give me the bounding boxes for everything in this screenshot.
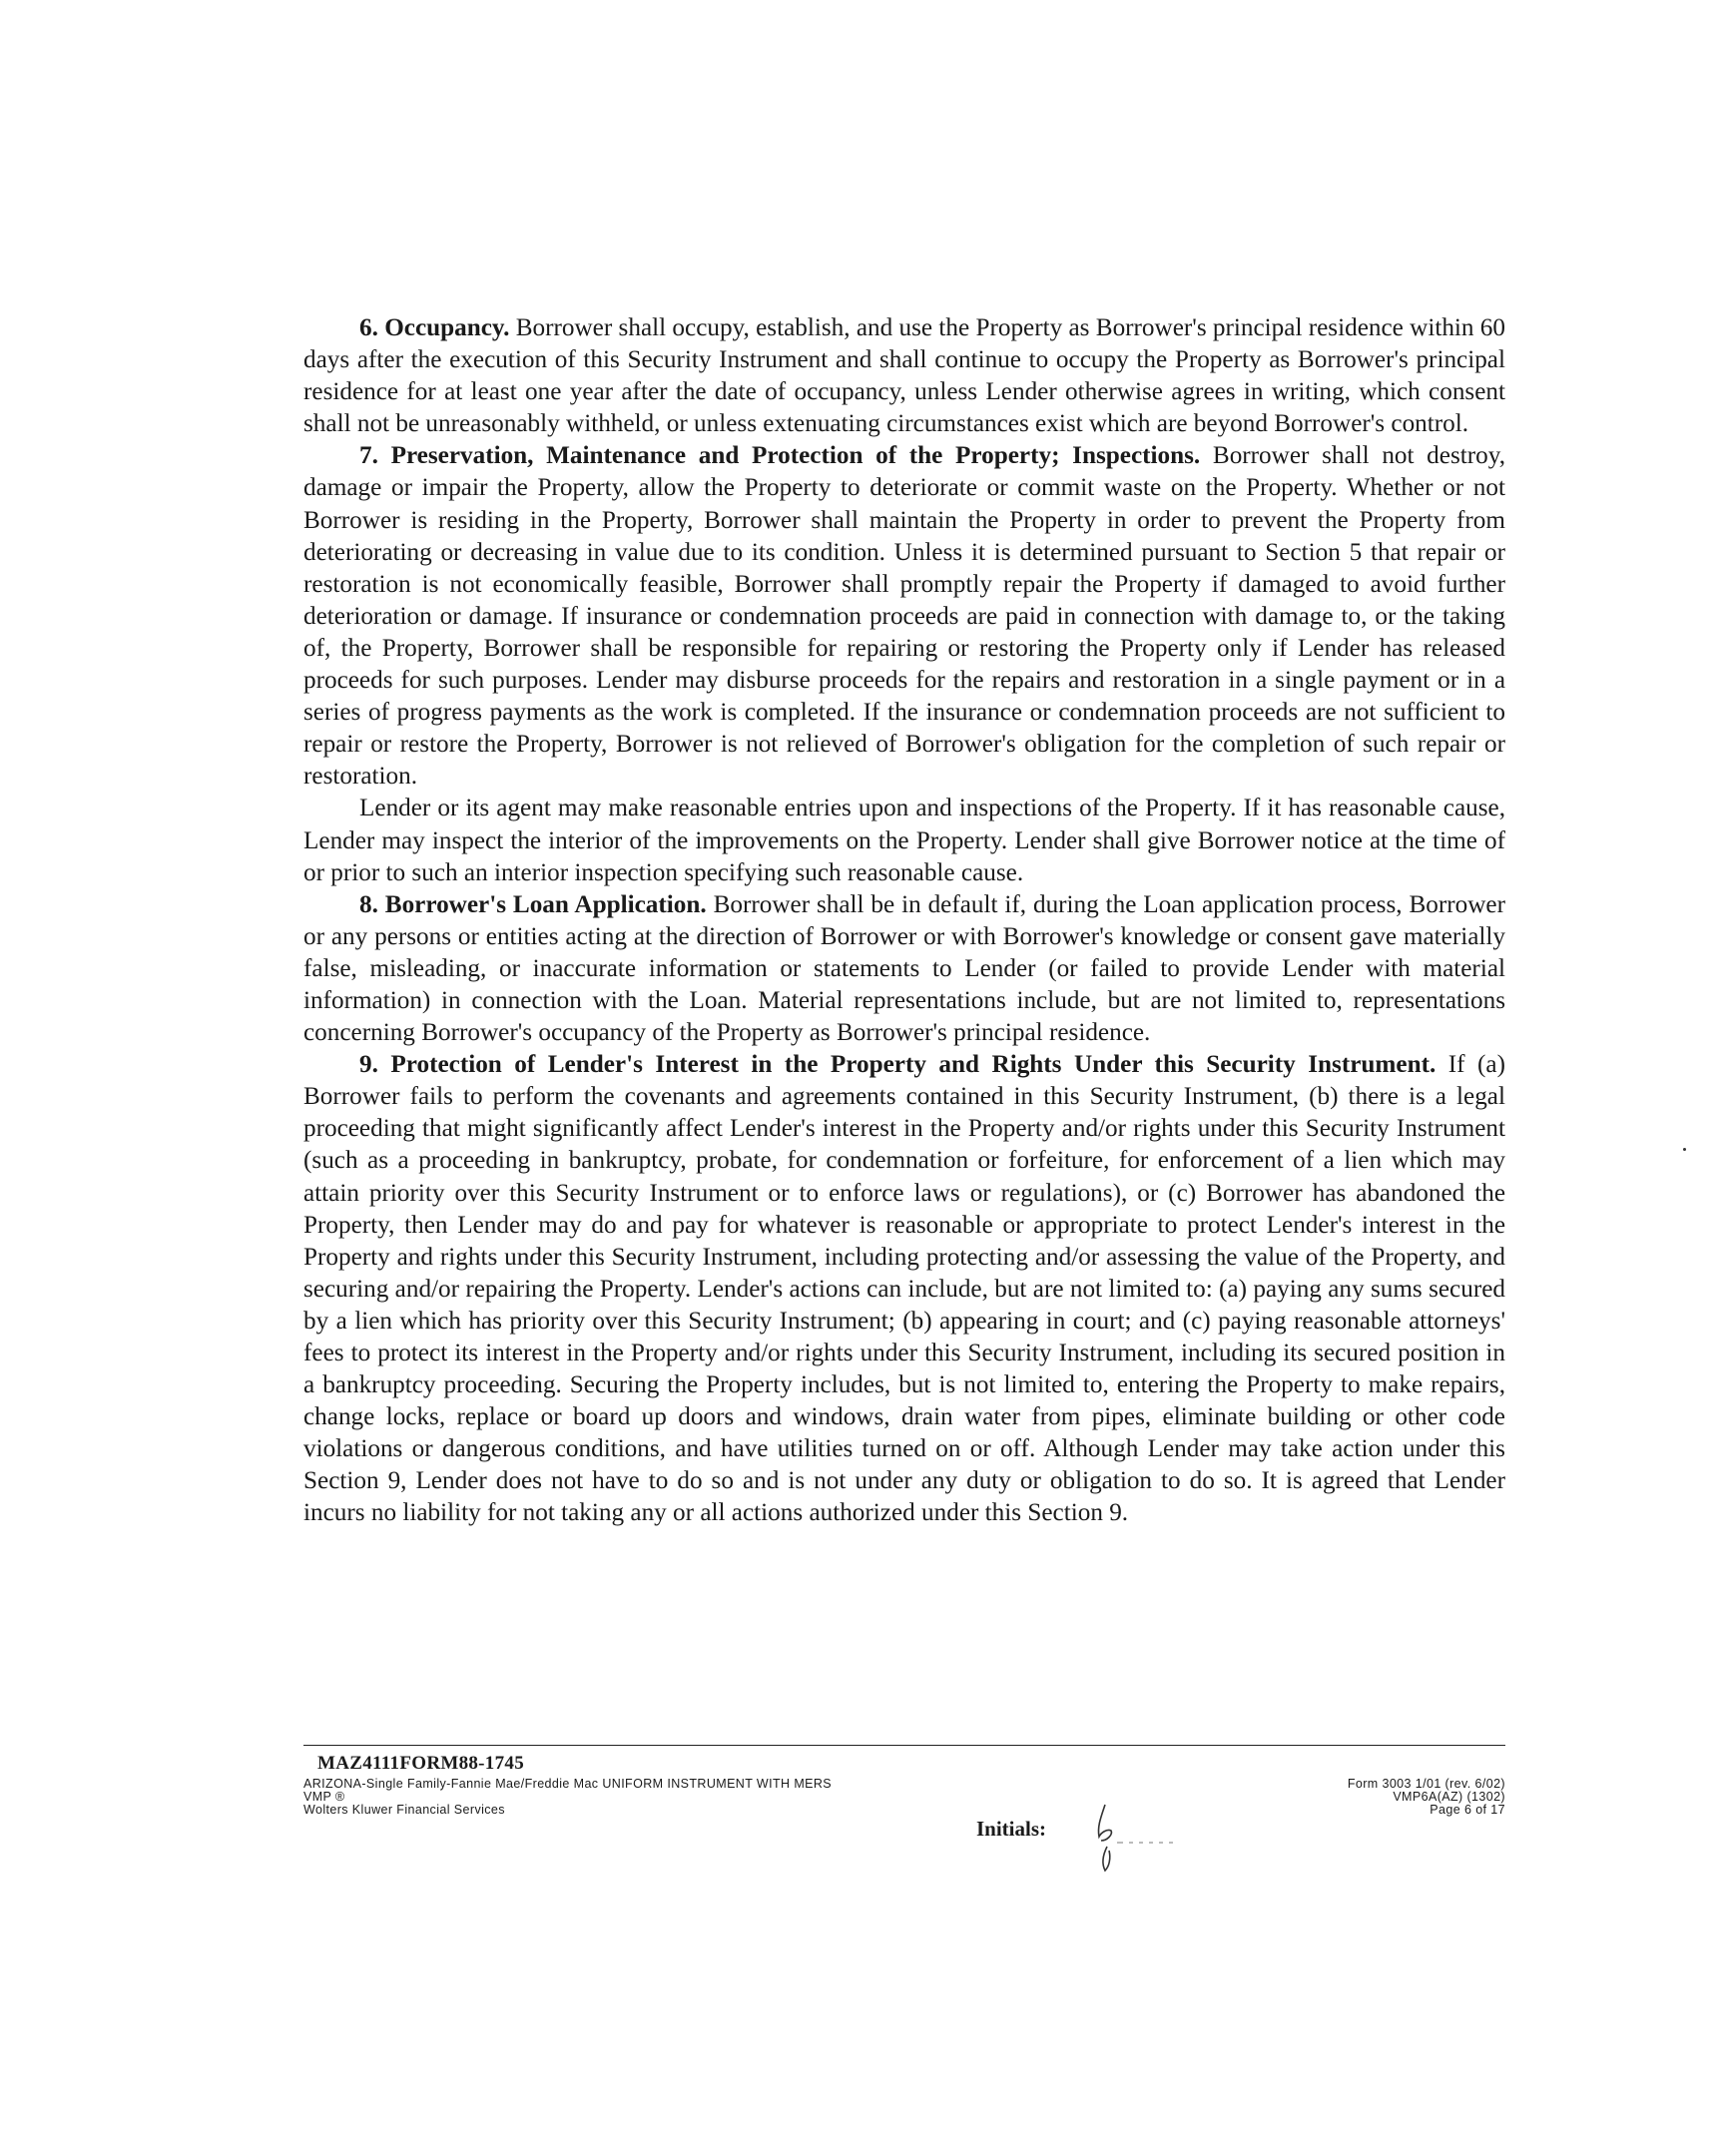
section-7-preservation — [303, 440, 1505, 793]
footer-left-line: ARIZONA-Single Family-Fannie Mae/Freddie Mac UNIFORM INSTRUMENT WITH MERS — [303, 1777, 833, 1791]
section-heading: 8. Borrower's Loan Application. — [359, 890, 707, 918]
section-heading: 9. Protection of Lender's Interest in the Property and Rights Under this Security Instrument. — [359, 1051, 1437, 1079]
footer-form-number — [1348, 1778, 1505, 1817]
section-heading: 7. Preservation, Maintenance and Protection of the Property; Inspections. — [359, 442, 1201, 470]
section-7-inspections-paragraph — [303, 793, 1505, 888]
section-8-loan-application — [303, 889, 1505, 1049]
section-heading: 6. Occupancy. — [359, 314, 510, 341]
footer-form-description — [303, 1778, 832, 1817]
footer-right-line: VMP6A(AZ) (1302) — [1393, 1790, 1505, 1804]
section-text: Borrower shall be in default if, during the Loan application process, Borrower or any persons or entities acting at the direction of Borrower or with Borrower's knowledge or consent gave materially false, misleading, or inaccurate information or statements to Lender (or failed to provide Lender with material information) in connection with the Loan. Material representations include, but are not limited to, representations concerning Borrower's occupancy of the Property as Borrower's principal residence. — [303, 890, 1505, 1047]
section-text: Borrower shall occupy, establish, and use the Property as Borrower's principal residence within 60 days after the execution of this Security Instrument and shall continue to occupy the Property as Borrower's principal residence for at least one year after the date of occupancy, unless Lender otherwise agrees in writing, which consent shall not be unreasonably withheld, or unless extenuating circumstances exist which are beyond Borrower's control. — [303, 314, 1505, 438]
section-text: Lender or its agent may make reasonable entries upon and inspections of the Property. If it has reasonable cause, Lender may inspect the interior of the improvements on the Property. Lender shall give Borrower notice at the time of or prior to such an interior inspection specifying such reasonable cause. — [303, 795, 1505, 886]
form-code: MAZ4111FORM88-1745 — [317, 1753, 524, 1774]
scan-speck — [1683, 1148, 1686, 1151]
section-6-occupancy — [303, 312, 1505, 440]
initials-label: Initials: — [976, 1817, 1047, 1841]
document-body — [303, 312, 1505, 1530]
footer-left-line: Wolters Kluwer Financial Services — [303, 1803, 505, 1817]
section-9-protection — [303, 1049, 1505, 1529]
footer-left-line: VMP ® — [303, 1790, 345, 1804]
footer-divider — [303, 1745, 1505, 1746]
section-text: If (a) Borrower fails to perform the covenants and agreements contained in this Security Instrument, (b) there is a legal proceeding that might significantly affect Lender's interest in the Property and/or rights under this Security Instrument (such as a proceeding in bankruptcy, probate, for condemnation or forfeiture, for enforcement of a lien which may attain priority over this Security Instrument or to enforce laws or regulations), or (c) Borrower has abandoned the Property, then Lender may do and pay for whatever is reasonable or appropriate to protect Lender's interest in the Property and rights under this Security Instrument, including protecting and/or assessing the value of the Property, and securing and/or repairing the Property. Lender's actions can include, but are not limited to: (a) paying any sums secured by a lien which has priority over this Security Instrument; (b) appearing in court; and (c) paying reasonable attorneys' fees to protect its interest in the Property and/or rights under this Security Instrument, including its secured position in a bankruptcy proceeding. Securing the Property includes, but is not limited to, entering the Property to make repairs, change locks, replace or board up doors and windows, drain water from pipes, eliminate building or other code violations or dangerous conditions, and have utilities turned on or off. Although Lender may take action under this Section 9, Lender does not have to do so and is not under any duty or obligation to do so. It is agreed that Lender incurs no liability for not taking any or all actions authorized under this Section 9. — [303, 1051, 1505, 1527]
initials-signature — [1083, 1797, 1203, 1877]
footer-right-line: Form 3003 1/01 (rev. 6/02) — [1347, 1777, 1505, 1791]
section-text: Borrower shall not destroy, damage or impair the Property, allow the Property to deteriorate or commit waste on the Property. Whether or not Borrower is residing in the Property, Borrower shall maintain the Property in order to prevent the Property from deteriorating or decreasing in value due to its condition. Unless it is determined pursuant to Section 5 that repair or restoration is not economically feasible, Borrower shall promptly repair the Property if damaged to avoid further deterioration or damage. If insurance or condemnation proceeds are paid in connection with damage to, or the taking of, the Property, Borrower shall be responsible for repairing or restoring the Property only if Lender has released proceeds for such purposes. Lender may disburse proceeds for the repairs and restoration in a single payment or in a series of progress payments as the work is completed. If the insurance or condemnation proceeds are not sufficient to repair or restore the Property, Borrower is not relieved of Borrower's obligation for the completion of such repair or restoration. — [303, 442, 1505, 791]
page-number: Page 6 of 17 — [1430, 1803, 1505, 1817]
